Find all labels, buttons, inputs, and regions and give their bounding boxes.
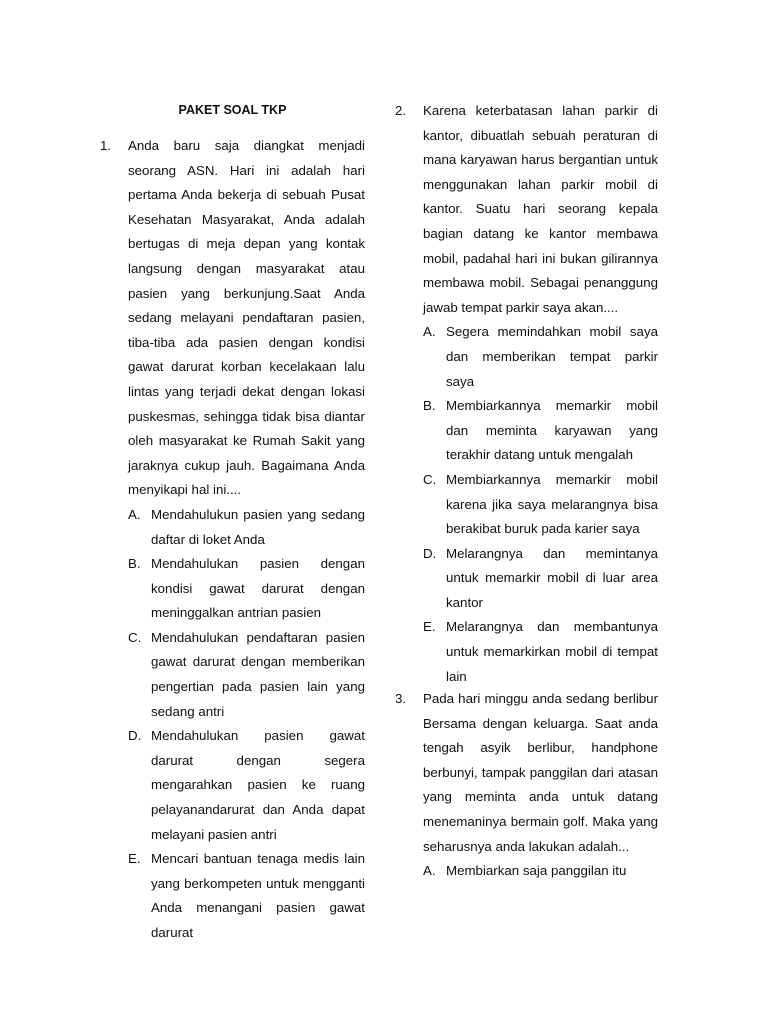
question-1 — [100, 134, 365, 946]
question-number: 1. — [100, 138, 112, 153]
option-letter: E. — [423, 619, 436, 635]
option-a[interactable] — [100, 503, 365, 552]
option-letter: B. — [128, 556, 141, 572]
question-text: Pada hari minggu anda sedang berlibur Bersama dengan keluarga. Saat anda tengah asyik berlibur, handphone berbunyi, tampak panggilan dari atasan yang meminta anda untuk datang menemaninya bermain golf. Maka yang seharusnya anda lakukan adalah... — [423, 691, 658, 854]
option-d[interactable] — [100, 724, 365, 847]
option-b[interactable] — [100, 552, 365, 626]
option-letter: B. — [423, 398, 436, 414]
option-text: Melarangnya dan memintanya untuk memarkir mobil di luar area kantor — [446, 545, 658, 610]
option-letter: A. — [423, 863, 436, 879]
question-number: 3. — [395, 691, 407, 706]
option-e[interactable] — [100, 847, 365, 945]
question-2 — [395, 99, 658, 689]
option-c[interactable] — [395, 468, 658, 542]
option-letter: A. — [128, 506, 141, 522]
option-text: Mendahulukun pasien yang sedang daftar di loket Anda — [151, 506, 365, 547]
question-text: Karena keterbatasan lahan parkir di kantor, dibuatlah sebuah peraturan di mana karyawan harus bergantian untuk menggunakan lahan parkir mobil di kantor. Suatu hari seorang kepala bagian datang ke kantor membawa mobil, padahal hari ini bukan gilirannya membawa mobil. Sebagai penanggung jawab tempat parkir saya akan.... — [423, 103, 658, 315]
option-d[interactable] — [395, 542, 658, 616]
answer-options — [100, 503, 365, 946]
question-text: Anda baru saja diangkat menjadi seorang ASN. Hari ini adalah hari pertama Anda bekerja di sebuah Pusat Kesehatan Masyarakat, Anda adalah bertugas di meja depan yang kontak langsung dengan masyarakat atau pasien yang berkunjung.Saat Anda sedang melayani pendaftaran pasien, tiba-tiba ada pasien dengan kondisi gawat darurat korban kecelakaan lalu lintas yang terjadi dekat dengan lokasi puskesmas, sehingga tidak bisa diantar oleh masyarakat ke Rumah Sakit yang jaraknya cukup jauh. Bagaimana Anda menyikapi hal ini.... — [128, 138, 365, 498]
option-c[interactable] — [100, 626, 365, 724]
option-letter: A. — [423, 324, 436, 340]
option-letter: D. — [128, 728, 142, 744]
option-letter: E. — [128, 851, 141, 867]
option-text: Mendahulukan pasien gawat darurat dengan segera mengarahkan pasien ke ruang pelayanandarurat dan Anda dapat melayani pasien antri — [151, 728, 365, 842]
option-text: Segera memindahkan mobil saya dan memberikan tempat parkir saya — [446, 324, 658, 389]
option-text: Membiarkannya memarkir mobil karena jika saya melarangnya bisa berakibat buruk pada karier saya — [446, 471, 658, 537]
answer-options — [395, 320, 658, 689]
question-number: 2. — [395, 103, 407, 118]
option-e[interactable] — [395, 615, 658, 689]
question-3 — [395, 687, 658, 884]
option-text: Membiarkannya memarkir mobil dan meminta karyawan yang terakhir datang untuk mengalah — [446, 398, 658, 463]
option-b[interactable] — [395, 394, 658, 468]
option-a[interactable] — [395, 320, 658, 394]
option-text: Mencari bantuan tenaga medis lain yang berkompeten untuk mengganti Anda menangani pasien gawat darurat — [151, 851, 365, 940]
option-text: Membiarkan saja panggilan itu — [446, 863, 627, 879]
option-text: Mendahulukan pendaftaran pasien gawat darurat dengan memberikan pengertian pada pasien lain yang sedang antri — [151, 629, 365, 719]
option-letter: C. — [128, 629, 142, 645]
option-text: Mendahulukan pasien dengan kondisi gawat darurat dengan meninggalkan antrian pasien — [151, 556, 365, 621]
option-text: Melarangnya dan membantunya untuk memarkirkan mobil di tempat lain — [446, 619, 658, 684]
answer-options — [395, 859, 658, 884]
page-title: PAKET SOAL TKP — [178, 103, 287, 117]
option-a[interactable] — [395, 859, 658, 884]
option-letter: C. — [423, 471, 437, 487]
option-letter: D. — [423, 545, 437, 561]
